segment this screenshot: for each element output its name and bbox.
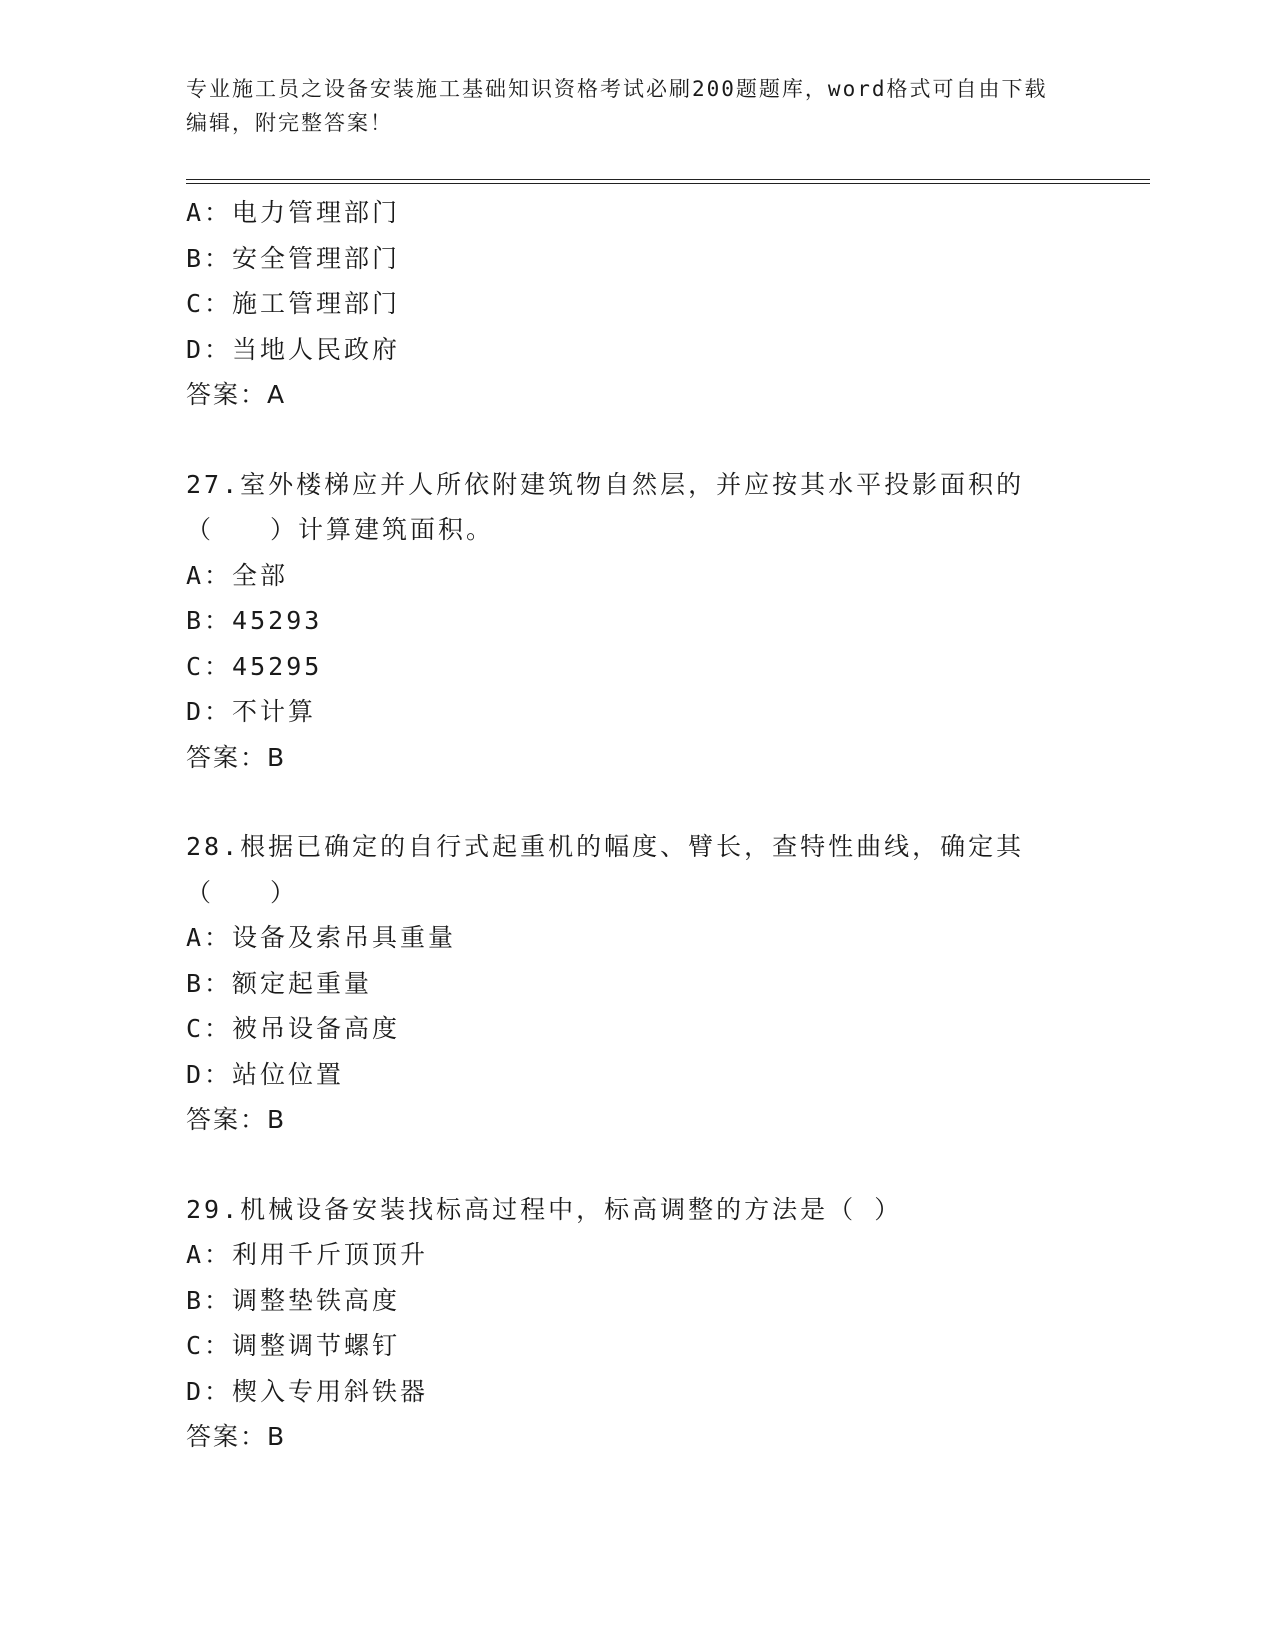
question-29	[186, 1187, 1076, 1460]
option-c: C：45295	[186, 651, 323, 681]
answer-line: 答案：A	[186, 380, 287, 409]
option-a: A：全部	[186, 560, 289, 590]
option-c: C：被吊设备高度	[186, 1014, 401, 1043]
question-list	[186, 190, 1076, 1460]
option-c: C：调整调节螺钉	[186, 1331, 401, 1360]
option-b: B：45293	[186, 606, 323, 635]
option-d: D：楔入专用斜铁器	[186, 1376, 429, 1406]
question-27	[186, 462, 1076, 781]
option-a: A：电力管理部门	[186, 198, 401, 227]
header-rule-bottom	[186, 183, 1150, 184]
header-rule-top	[186, 179, 1150, 180]
option-b: B：安全管理部门	[186, 243, 401, 273]
option-a: A：利用千斤顶顶升	[186, 1240, 429, 1269]
option-d: D：不计算	[186, 697, 317, 726]
option-c: C：施工管理部门	[186, 289, 401, 318]
question-28	[186, 824, 1076, 1143]
question-26	[186, 190, 1076, 418]
question-stem: 27.室外楼梯应并人所依附建筑物自然层，并应按其水平投影面积的（ ）计算建筑面积。	[186, 469, 1025, 544]
document-header: 专业施工员之设备安装施工基础知识资格考试必刷200题题库，word格式可自由下载编辑，附完整答案！	[186, 77, 1048, 135]
option-d: D：当地人民政府	[186, 334, 401, 364]
option-d: D：站位位置	[186, 1059, 345, 1089]
question-stem: 28.根据已确定的自行式起重机的幅度、臂长，查特性曲线，确定其（ ）	[186, 832, 1025, 907]
option-b: B：额定起重量	[186, 968, 373, 998]
answer-line: 答案：B	[186, 1105, 287, 1134]
option-a: A：设备及索吊具重量	[186, 923, 457, 952]
answer-line: 答案：B	[186, 742, 287, 772]
option-b: B：调整垫铁高度	[186, 1285, 401, 1315]
question-stem: 29.机械设备安装找标高过程中，标高调整的方法是（ ）	[186, 1194, 903, 1224]
answer-line: 答案：B	[186, 1422, 287, 1451]
